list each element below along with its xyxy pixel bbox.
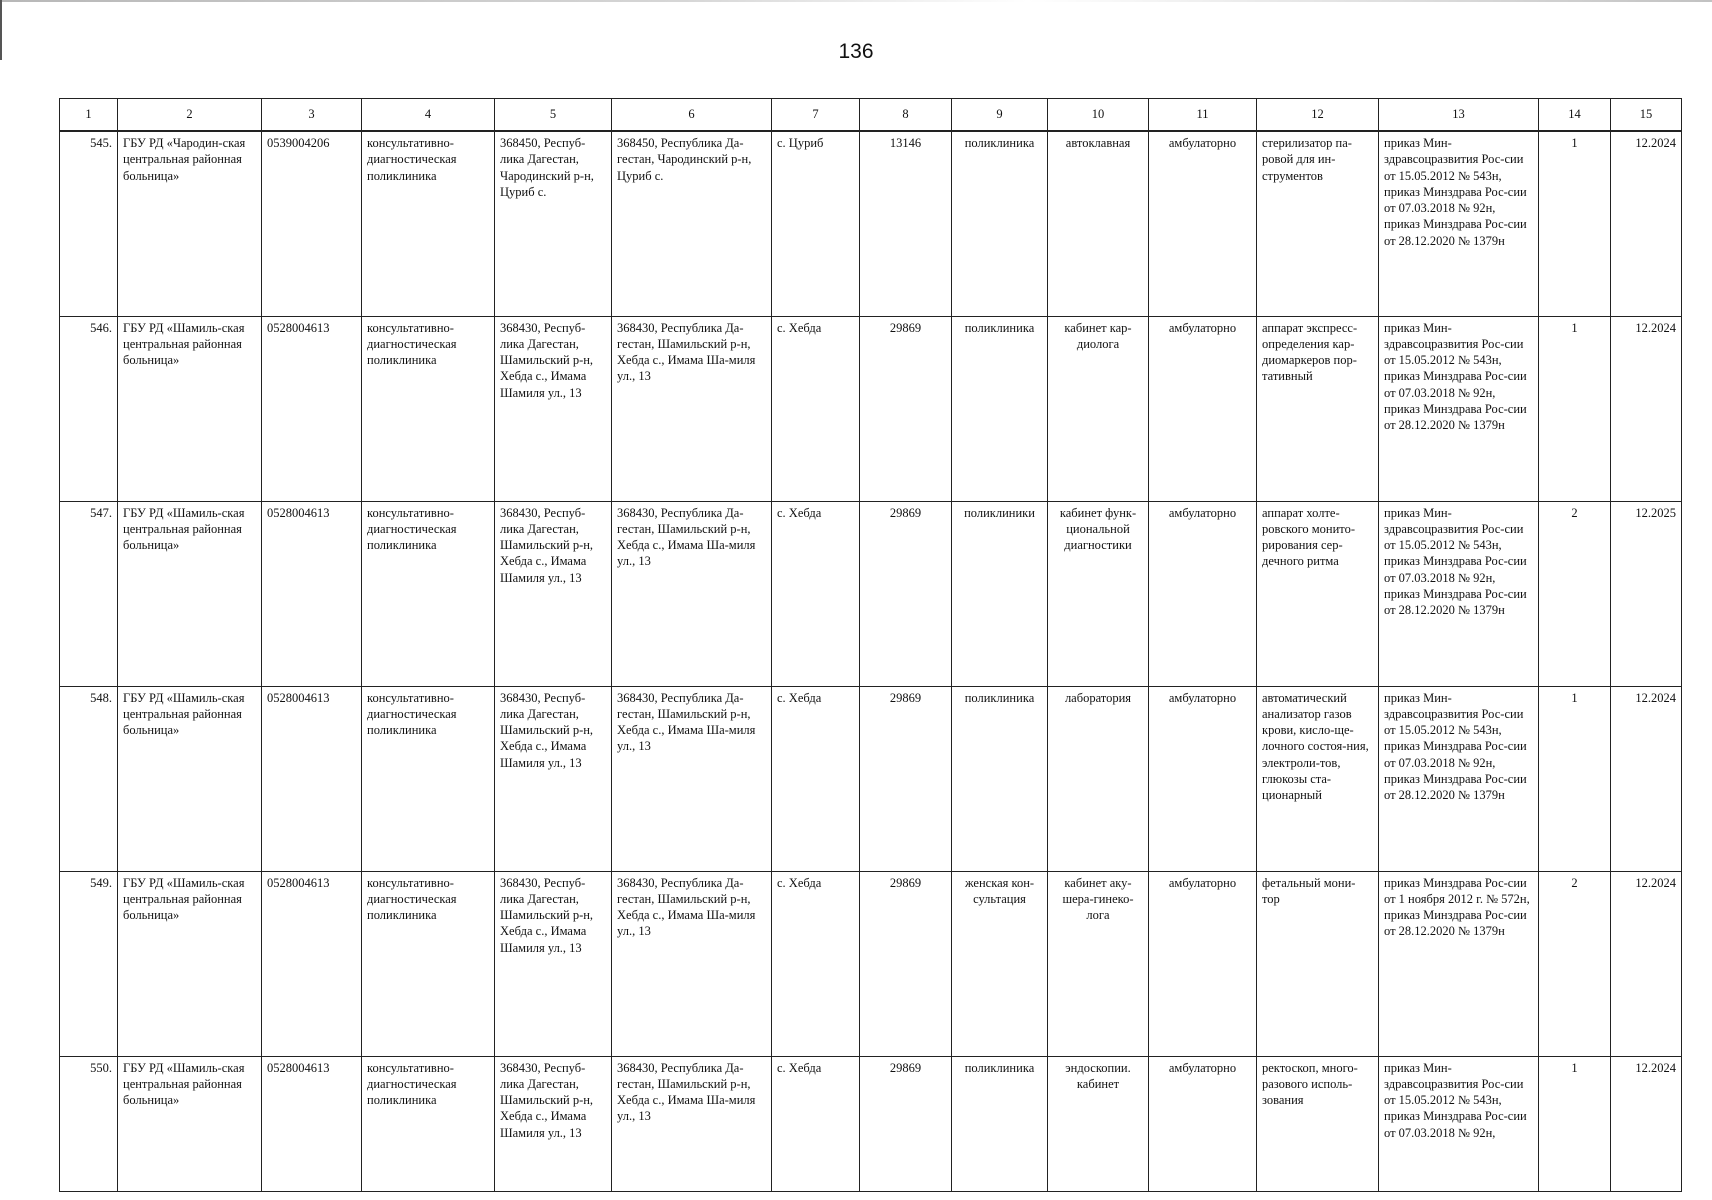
quantity: 1 bbox=[1539, 131, 1611, 316]
column-header: 3 bbox=[262, 99, 362, 132]
actual-address: 368430, Республика Да-гестан, Шамильский р-н, Хебда с., Имама Ша-миля ул., 13 bbox=[612, 501, 772, 686]
unit: поликлиника bbox=[952, 1056, 1048, 1191]
due-date: 12.2024 bbox=[1611, 1056, 1682, 1191]
regulatory-orders: приказ Минздрава Рос-сии от 1 ноября 2012 г. № 572н, приказ Минздрава Рос-сии от 28.12.2020 № 1379н bbox=[1379, 871, 1539, 1056]
row-number: 550. bbox=[60, 1056, 118, 1191]
column-header: 10 bbox=[1048, 99, 1149, 132]
unit: поликлиника bbox=[952, 686, 1048, 871]
care-mode: амбулаторно bbox=[1149, 1056, 1257, 1191]
column-header: 9 bbox=[952, 99, 1048, 132]
inn-code: 0528004613 bbox=[262, 501, 362, 686]
column-header: 13 bbox=[1379, 99, 1539, 132]
column-header: 2 bbox=[118, 99, 262, 132]
facility-type: консультативно-диагностическая поликлиника bbox=[362, 1056, 495, 1191]
locality: с. Хебда bbox=[772, 501, 860, 686]
column-header: 14 bbox=[1539, 99, 1611, 132]
population: 29869 bbox=[860, 1056, 952, 1191]
table-row bbox=[60, 316, 1682, 501]
page-number: 136 bbox=[838, 40, 874, 63]
column-header: 1 bbox=[60, 99, 118, 132]
locality: с. Цуриб bbox=[772, 131, 860, 316]
care-mode: амбулаторно bbox=[1149, 316, 1257, 501]
inn-code: 0528004613 bbox=[262, 1056, 362, 1191]
room: кабинет кар-диолога bbox=[1048, 316, 1149, 501]
population: 13146 bbox=[860, 131, 952, 316]
legal-address: 368430, Респуб-лика Дагестан, Шамильский р-н, Хебда с., Имама Шамиля ул., 13 bbox=[495, 1056, 612, 1191]
locality: с. Хебда bbox=[772, 871, 860, 1056]
population: 29869 bbox=[860, 871, 952, 1056]
facility-type: консультативно-диагностическая поликлиника bbox=[362, 686, 495, 871]
due-date: 12.2024 bbox=[1611, 131, 1682, 316]
facility-type: консультативно-диагностическая поликлиника bbox=[362, 316, 495, 501]
legal-address: 368430, Респуб-лика Дагестан, Шамильский р-н, Хебда с., Имама Шамиля ул., 13 bbox=[495, 686, 612, 871]
equipment-name: фетальный мони-тор bbox=[1257, 871, 1379, 1056]
scan-edge bbox=[0, 0, 1712, 2]
quantity: 1 bbox=[1539, 686, 1611, 871]
due-date: 12.2024 bbox=[1611, 686, 1682, 871]
regulatory-orders: приказ Мин-здравсоцразвития Рос-сии от 15.05.2012 № 543н, приказ Минздрава Рос-сии от 07.03.2018 № 92н, приказ Минздрава Рос-сии от 28.12.2020 № 1379н bbox=[1379, 501, 1539, 686]
regulatory-orders: приказ Мин-здравсоцразвития Рос-сии от 15.05.2012 № 543н, приказ Минздрава Рос-сии от 07.03.2018 № 92н, приказ Минздрава Рос-сии от 28.12.2020 № 1379н bbox=[1379, 131, 1539, 316]
regulatory-orders: приказ Мин-здравсоцразвития Рос-сии от 15.05.2012 № 543н, приказ Минздрава Рос-сии от 07.03.2018 № 92н, приказ Минздрава Рос-сии от 28.12.2020 № 1379н bbox=[1379, 686, 1539, 871]
care-mode: амбулаторно bbox=[1149, 131, 1257, 316]
organization-name: ГБУ РД «Шамиль-ская центральная районная больница» bbox=[118, 1056, 262, 1191]
table-row bbox=[60, 501, 1682, 686]
unit: поликлиника bbox=[952, 131, 1048, 316]
row-number: 549. bbox=[60, 871, 118, 1056]
inn-code: 0539004206 bbox=[262, 131, 362, 316]
row-number: 548. bbox=[60, 686, 118, 871]
unit: женская кон-сультация bbox=[952, 871, 1048, 1056]
facility-type: консультативно-диагностическая поликлиника bbox=[362, 501, 495, 686]
table-row bbox=[60, 871, 1682, 1056]
column-header: 7 bbox=[772, 99, 860, 132]
regulatory-orders: приказ Мин-здравсоцразвития Рос-сии от 15.05.2012 № 543н, приказ Минздрава Рос-сии от 07.03.2018 № 92н, приказ Минздрава Рос-сии от 28.12.2020 № 1379н bbox=[1379, 316, 1539, 501]
organization-name: ГБУ РД «Шамиль-ская центральная районная больница» bbox=[118, 686, 262, 871]
locality: с. Хебда bbox=[772, 1056, 860, 1191]
population: 29869 bbox=[860, 316, 952, 501]
care-mode: амбулаторно bbox=[1149, 871, 1257, 1056]
equipment-name: автоматический анализатор газов крови, кисло-ще-лочного состоя-ния, электроли-тов, глюкозы ста-ционарный bbox=[1257, 686, 1379, 871]
facility-type: консультативно-диагностическая поликлиника bbox=[362, 871, 495, 1056]
room: кабинет аку-шера-гинеко-лога bbox=[1048, 871, 1149, 1056]
organization-name: ГБУ РД «Шамиль-ская центральная районная больница» bbox=[118, 871, 262, 1056]
column-header: 6 bbox=[612, 99, 772, 132]
table-row bbox=[60, 686, 1682, 871]
inn-code: 0528004613 bbox=[262, 316, 362, 501]
population: 29869 bbox=[860, 501, 952, 686]
organization-name: ГБУ РД «Чародин-ская центральная районная больница» bbox=[118, 131, 262, 316]
quantity: 1 bbox=[1539, 1056, 1611, 1191]
quantity: 2 bbox=[1539, 501, 1611, 686]
legal-address: 368430, Респуб-лика Дагестан, Шамильский р-н, Хебда с., Имама Шамиля ул., 13 bbox=[495, 501, 612, 686]
organization-name: ГБУ РД «Шамиль-ская центральная районная больница» bbox=[118, 316, 262, 501]
room: автоклавная bbox=[1048, 131, 1149, 316]
due-date: 12.2024 bbox=[1611, 316, 1682, 501]
equipment-name: стерилизатор па-ровой для ин-струментов bbox=[1257, 131, 1379, 316]
row-number: 545. bbox=[60, 131, 118, 316]
row-number: 547. bbox=[60, 501, 118, 686]
inn-code: 0528004613 bbox=[262, 871, 362, 1056]
care-mode: амбулаторно bbox=[1149, 501, 1257, 686]
population: 29869 bbox=[860, 686, 952, 871]
actual-address: 368430, Республика Да-гестан, Шамильский р-н, Хебда с., Имама Ша-миля ул., 13 bbox=[612, 686, 772, 871]
legal-address: 368430, Респуб-лика Дагестан, Шамильский р-н, Хебда с., Имама Шамиля ул., 13 bbox=[495, 871, 612, 1056]
row-number: 546. bbox=[60, 316, 118, 501]
due-date: 12.2024 bbox=[1611, 871, 1682, 1056]
equipment-name: аппарат холте-ровского монито-рирования сер-дечного ритма bbox=[1257, 501, 1379, 686]
care-mode: амбулаторно bbox=[1149, 686, 1257, 871]
room: эндоскопии. кабинет bbox=[1048, 1056, 1149, 1191]
regulatory-orders: приказ Мин-здравсоцразвития Рос-сии от 15.05.2012 № 543н, приказ Минздрава Рос-сии от 07.03.2018 № 92н, bbox=[1379, 1056, 1539, 1191]
actual-address: 368450, Республика Да-гестан, Чародинский р-н, Цуриб с. bbox=[612, 131, 772, 316]
quantity: 2 bbox=[1539, 871, 1611, 1056]
room: лаборатория bbox=[1048, 686, 1149, 871]
column-header: 4 bbox=[362, 99, 495, 132]
equipment-name: аппарат экспресс-определения кар-диомаркеров пор-тативный bbox=[1257, 316, 1379, 501]
column-header: 12 bbox=[1257, 99, 1379, 132]
header-row bbox=[60, 99, 1682, 132]
locality: с. Хебда bbox=[772, 316, 860, 501]
actual-address: 368430, Республика Да-гестан, Шамильский р-н, Хебда с., Имама Ша-миля ул., 13 bbox=[612, 871, 772, 1056]
unit: поликлиника bbox=[952, 316, 1048, 501]
legal-address: 368450, Респуб-лика Дагестан, Чародинский р-н, Цуриб с. bbox=[495, 131, 612, 316]
column-header: 11 bbox=[1149, 99, 1257, 132]
equipment-register-table bbox=[59, 98, 1682, 1192]
actual-address: 368430, Республика Да-гестан, Шамильский р-н, Хебда с., Имама Ша-миля ул., 13 bbox=[612, 1056, 772, 1191]
inn-code: 0528004613 bbox=[262, 686, 362, 871]
unit: поликлиники bbox=[952, 501, 1048, 686]
table-row bbox=[60, 131, 1682, 316]
legal-address: 368430, Респуб-лика Дагестан, Шамильский р-н, Хебда с., Имама Шамиля ул., 13 bbox=[495, 316, 612, 501]
facility-type: консультативно-диагностическая поликлиника bbox=[362, 131, 495, 316]
quantity: 1 bbox=[1539, 316, 1611, 501]
column-header: 5 bbox=[495, 99, 612, 132]
column-header: 15 bbox=[1611, 99, 1682, 132]
equipment-name: ректоскоп, много-разового исполь-зования bbox=[1257, 1056, 1379, 1191]
locality: с. Хебда bbox=[772, 686, 860, 871]
actual-address: 368430, Республика Да-гестан, Шамильский р-н, Хебда с., Имама Ша-миля ул., 13 bbox=[612, 316, 772, 501]
table-row bbox=[60, 1056, 1682, 1191]
due-date: 12.2025 bbox=[1611, 501, 1682, 686]
room: кабинет функ-циональной диагностики bbox=[1048, 501, 1149, 686]
organization-name: ГБУ РД «Шамиль-ская центральная районная больница» bbox=[118, 501, 262, 686]
column-header: 8 bbox=[860, 99, 952, 132]
